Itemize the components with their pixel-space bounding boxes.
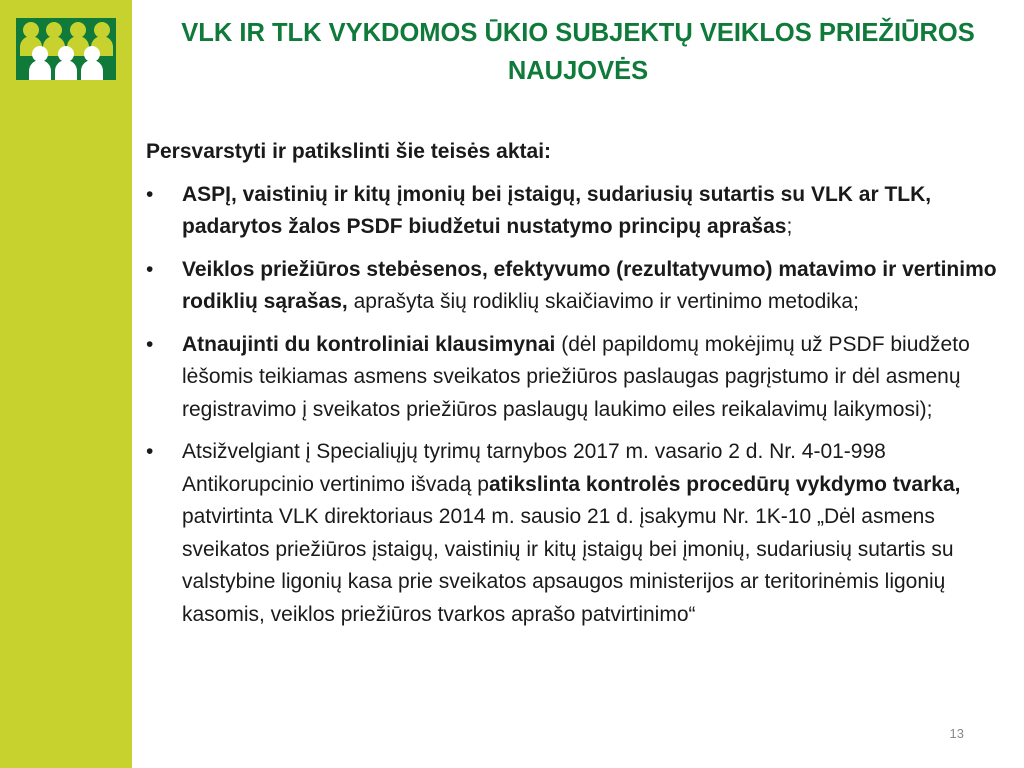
slide-title: VLK IR TLK VYKDOMOS ŪKIO SUBJEKTŲ VEIKLOS PRIEŽIŪROS NAUJOVĖS (181, 19, 975, 85)
list-item (146, 179, 1012, 244)
bullet-text-bold: ASPĮ, vaistinių ir kitų įmonių bei įstaigų, sudariusių sutartis su VLK ar TLK, padarytos žalos PSDF biudžetui nustatymo principų aprašas (182, 182, 932, 238)
list-item (146, 254, 1012, 319)
bullet-text: ; (786, 215, 793, 238)
sidebar-strip (0, 0, 132, 768)
bullet-icon: • (146, 440, 154, 463)
list-item (146, 436, 1012, 631)
page-number: 13 (949, 726, 964, 741)
bullet-text: aprašyta šių rodiklių skaičiavimo ir vertinimo metodika; (347, 290, 859, 313)
bullet-icon: • (146, 332, 154, 356)
bullet-icon: • (146, 182, 154, 206)
list-item (146, 329, 1012, 427)
bullet-text-bold: atikslinta kontrolės procedūrų vykdymo tvarka, (488, 472, 961, 496)
bullet-text: patvirtinta VLK direktoriaus 2014 m. sausio 21 d. įsakymu Nr. 1K-10 „Dėl asmens sveikatos priežiūros įstaigų, vaistinių ir kitų įstaigų bei įmonių, sudariusių sutartis su valstybine ligonių kasa prie sveikatos apsaugos ministerijos ar teritorinėmis ligonių kasomis, veiklos priežiūros tvarkos aprašo patvirtinimo“ (182, 505, 954, 626)
people-group-logo (16, 18, 116, 80)
bullet-text-bold: Veiklos priežiūros stebėsenos, efektyvumo (rezultatyvumo) matavimo ir vertinimo rodiklių sąrašas, (182, 257, 997, 313)
bullet-text: (dėl papildomų mokėjimų už PSDF biudžeto lėšomis teikiamas asmens sveikatos priežiūros paslaugas pagrįstumo ir dėl asmenų registravimo į sveikatos priežiūros paslaugų laukimo eiles reikalavimų laikymosi); (182, 332, 970, 421)
bullet-list (146, 179, 1012, 632)
bullet-icon: • (146, 257, 154, 281)
bullet-text: Atsižvelgiant į Specialiųjų tyrimų tarnybos 2017 m. vasario 2 d. Nr. 4-01-998 Antikorupcinio vertinimo išvadą p (182, 440, 886, 496)
bullet-text-bold: Atnaujinti du kontroliniai klausimynai (182, 332, 556, 356)
slide-content (146, 136, 1012, 641)
lead-text: Persvarstyti ir patikslinti šie teisės aktai: (146, 140, 552, 163)
